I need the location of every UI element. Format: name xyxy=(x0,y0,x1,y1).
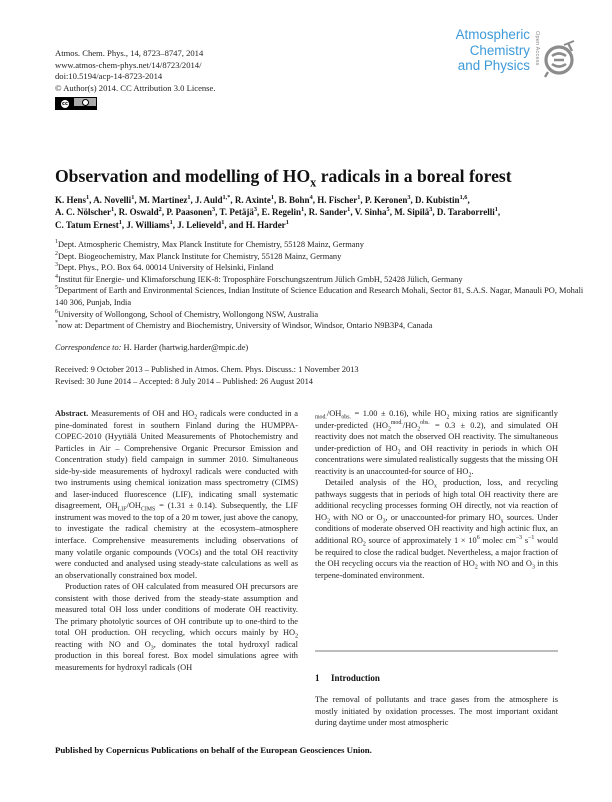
abstract-text-run: , or unaccounted-for primary HO xyxy=(385,512,501,522)
abstract-text-run: sources. Under conditions of moderate observed OH reactivity and high actinic flux, an additional RO xyxy=(315,512,559,546)
author-affiliation-mark: 1 xyxy=(86,194,90,201)
affiliation-mark: 1 xyxy=(55,239,58,246)
author-name: J. Lelieveld xyxy=(177,219,222,230)
subscript: obs. xyxy=(341,414,351,421)
author xyxy=(235,195,274,205)
affiliation-mark: 2 xyxy=(55,250,58,257)
publication-dates xyxy=(55,364,359,387)
author-affiliation-mark: 2 xyxy=(158,206,162,214)
author-affiliation-mark: 3 xyxy=(429,206,433,214)
affiliation-text: now at: Department of Chemistry and Biochemistry, University of Windsor, Windsor, Ontario N9B3P4, Canada xyxy=(57,321,433,331)
affiliation-mark: 5 xyxy=(55,285,58,292)
author-name: B. Bohn xyxy=(278,195,310,205)
cc-strip xyxy=(74,106,96,109)
author-affiliation-mark: 1 xyxy=(357,194,361,201)
title-text: Observation and modelling of HO xyxy=(55,166,311,186)
abstract-text-run: mixing ratios are significantly under-predicted (HO xyxy=(315,409,558,430)
author-name: P. Paasonen xyxy=(166,207,213,218)
superscript: mod. xyxy=(390,419,403,426)
subscript: 2 xyxy=(194,414,198,421)
author-name: M. Sipilä xyxy=(394,207,430,218)
author-affiliation-mark: 1,6 xyxy=(459,194,468,201)
subscript: 2 xyxy=(295,634,298,641)
abstract-paragraph-1 xyxy=(55,408,298,581)
abstract-text-run: production, loss, and recycling pathways suggests that in periods of high total OH reactivity there are additional recycling processes forming OH directly, not via reaction of HO xyxy=(315,478,558,522)
author-name: D. Kubistin xyxy=(415,195,460,205)
author xyxy=(246,220,289,230)
article-url[interactable]: www.atmos-chem-phys.net/14/8723/2014/ xyxy=(55,59,202,70)
affiliation-mark: 6 xyxy=(55,308,58,315)
affiliation xyxy=(55,320,585,332)
abstract-column-left xyxy=(55,408,298,674)
author-name: J. Auld xyxy=(194,195,223,205)
abstract-text-run: would be required to close the radical budget. Nevertheless, a major fraction of the OH recycling occurs via the reaction of HO xyxy=(315,536,558,569)
subscript: 2 xyxy=(387,426,391,433)
affiliation xyxy=(55,239,585,251)
abstract-text-run: /HO xyxy=(402,420,418,430)
author-affiliation-mark: 1 xyxy=(494,206,498,214)
journal-logo xyxy=(428,27,578,91)
abstract-text-run: Detailed analysis of the HO xyxy=(325,478,434,488)
title-subscript: x xyxy=(310,175,317,190)
abstract-text-run: = (1.31 ± 0.14). Subsequently, the LIF instrument was moved to the top of a 20 m tower, just above the canopy, to investigate the radical chemistry at the ecosystem–atmosphere interface. Comprehensive measurements including observations of many volatile organic compounds (VOCs) and the total OH reactivity were conducted and analysed using steady-state calculations as well as an observationally constrained box model. xyxy=(55,501,299,580)
journal-name xyxy=(456,27,530,74)
author-name: A. Novelli xyxy=(93,195,132,205)
author xyxy=(309,207,351,217)
author xyxy=(415,195,467,205)
author-name: R. Oswald xyxy=(118,207,159,218)
author xyxy=(279,195,313,205)
author xyxy=(119,207,162,217)
correspondence xyxy=(55,343,248,352)
abstract-text-run: radicals were conducted in a pine-dominated forest in southern Finland during the HUMPPA-COPEC-2010 (Hyytiälä United Measurements of Photochemistry and Particles in Air – Comprehensive Organic Precursor Emission and Concentration study) field campaign in summer 2010. Simultaneous side-by-side measurements of hydroxyl radicals were conducted with two instruments using chemical ionization mass spectrometry (CIMS) and laser-induced fluorescence (LIF), indicating small systematic disagreement, OH xyxy=(55,409,299,511)
author xyxy=(355,207,390,217)
author xyxy=(55,195,89,205)
author-name: D. Taraborrelli xyxy=(436,207,495,218)
introduction-paragraph: The removal of pollutants and trace gases from the atmosphere is mostly initiated by oxidation processes. The most important oxidant during daytime under most atmospheric xyxy=(315,695,558,728)
affiliation-text: Institut für Energie- und Klimaforschung IEK-8: Troposphäre Forschungszentrum Jülich GmbH, 52428 Jülich, Germany xyxy=(57,274,463,284)
author-affiliation-mark: 1 xyxy=(187,194,191,201)
author-affiliation-mark: 1 xyxy=(169,218,173,226)
author-affiliation-mark: 1 xyxy=(301,206,305,214)
subscript: 3 xyxy=(382,518,386,525)
affiliation-text: University of Wollongong, School of Chemistry, Wollongong NSW, Australia xyxy=(57,309,319,319)
journal-name-line-3: and Physics xyxy=(457,58,530,74)
section-heading-introduction xyxy=(315,673,380,683)
abstract-text-run: with NO and O xyxy=(477,559,532,569)
author xyxy=(177,220,224,230)
cc-by-section xyxy=(74,98,96,109)
author-name: P. Keronen xyxy=(364,195,408,205)
abstract-text-run: . xyxy=(471,466,474,476)
subscript: 2 xyxy=(468,472,472,479)
abstract-text-run: in this terpene-dominated environment. xyxy=(315,559,558,580)
subscript: LIF xyxy=(117,507,127,514)
author-affiliation-mark: 5 xyxy=(386,206,390,214)
affiliation xyxy=(55,274,585,286)
dates-line-2: Revised: 30 June 2014 – Accepted: 8 July 2014 – Published: 26 August 2014 xyxy=(55,376,313,386)
subscript: 2 xyxy=(327,518,331,525)
author xyxy=(55,207,114,217)
author-name: C. Tatum Ernest xyxy=(55,219,119,230)
abstract-label: Abstract. xyxy=(55,409,89,418)
abstract-paragraph-3 xyxy=(315,477,558,581)
author xyxy=(139,195,191,205)
subscript: 2 xyxy=(446,414,450,421)
superscript: −3 xyxy=(515,535,523,542)
title-text-end: radicals in a boreal forest xyxy=(316,166,512,186)
author xyxy=(394,207,432,217)
author-list: K. Hens$^1$, A. Novelli$^1$, M. Martinez$^1$, J. Auld$^{1,*}$, R. Axinte$^1$, B. Bohn$^4$, H. Fischer$^1$, P. Keronen$^3$, D. Kubistin$^{1,6}$, A. C. Nölscher$^1$, R. Oswald$^2$, P. Paasonen$^3$, T. Petäjä$^3$, E. Regelin$^1$, R. Sander$^1$, V. Sinha$^5$, M. Sipilä$^3$, D. Taraborrelli$^1$, C. Tatum Ernest$^1$, J. Williams$^1$, J. Lelieveld$^1$, and H. Harder$^1$ xyxy=(55,194,501,230)
abstract-text-run: with NO or O xyxy=(330,512,383,522)
abstract-text-run: source of approximately 1 × 10 xyxy=(365,536,477,546)
author xyxy=(262,207,305,217)
affiliation xyxy=(55,309,585,321)
author xyxy=(55,220,122,230)
affiliation xyxy=(55,262,585,274)
cc-by-person-icon xyxy=(82,99,89,106)
copyright-notice: © Author(s) 2014. CC Attribution 3.0 License. xyxy=(55,82,216,93)
superscript: obs. xyxy=(420,419,430,426)
abstract-text-run: , dominates the total hydroxyl radical production in this boreal forest. Box model simulations agree with measurements for hydroxyl radicals (OH xyxy=(55,639,298,673)
subscript: x xyxy=(433,483,437,490)
section-number: 1 xyxy=(315,673,320,683)
abstract-paragraph-2-cont xyxy=(315,408,558,477)
author-affiliation-mark: 1 xyxy=(131,194,135,201)
affiliation xyxy=(55,285,585,308)
affiliation-text: Dept. Atmospheric Chemistry, Max Planck Institute for Chemistry, 55128 Mainz, Germany xyxy=(57,240,364,249)
publisher-footer: Published by Copernicus Publications on behalf of the European Geosciences Union. xyxy=(55,745,372,755)
section-title: Introduction xyxy=(331,673,380,683)
author xyxy=(126,220,172,230)
abstract-text-run: molec cm xyxy=(479,536,516,546)
affiliation-mark: 4 xyxy=(55,273,58,280)
egu-globe-icon xyxy=(542,35,580,79)
affiliation-list xyxy=(55,239,585,332)
abstract-text-run: reacting with NO and O xyxy=(55,639,151,649)
author-affiliation-mark: 4 xyxy=(309,194,313,201)
author-name: V. Sinha xyxy=(354,207,387,218)
author-name: H. Harder xyxy=(245,219,286,230)
author xyxy=(365,195,411,205)
author xyxy=(317,195,360,205)
subscript: 2 xyxy=(362,541,366,548)
subscript: 2 xyxy=(474,564,478,571)
author xyxy=(437,207,498,217)
subscript: 3 xyxy=(150,645,154,652)
author-affiliation-mark: 1 xyxy=(270,194,275,201)
subscript: 2 xyxy=(397,449,401,456)
abstract-separator xyxy=(315,650,558,652)
cc-license-badge[interactable] xyxy=(55,97,97,110)
affiliation-text: Department of Earth and Environmental Sciences, Indian Institute of Science Education and Research Mohali, Sector 81, S.A.S. Nagar, Manauli PO, Mohali 140 306, Punjab, India xyxy=(55,286,584,307)
paper-title xyxy=(55,166,512,190)
abstract-column-right xyxy=(315,408,558,581)
author-name: R. Sander xyxy=(308,207,348,218)
author-name: E. Regelin xyxy=(261,207,301,218)
author-name: R. Axinte xyxy=(234,195,271,205)
abstract-text-run: = 0.3 ± 0.2), and simulated OH reactivity does not match the observed OH reactivity. The simultaneous under-prediction of HO xyxy=(315,420,558,453)
author-affiliation-mark: 3 xyxy=(407,194,411,201)
author xyxy=(166,207,215,217)
affiliation-mark: 3 xyxy=(55,262,58,269)
subscript: 2 xyxy=(417,426,421,433)
citation: Atmos. Chem. Phys., 14, 8723–8747, 2014 xyxy=(55,48,204,58)
doi[interactable]: doi:10.5194/acp-14-8723-2014 xyxy=(55,71,163,81)
abstract-paragraph-2 xyxy=(55,581,298,673)
author-affiliation-mark: 1 xyxy=(221,218,225,226)
introduction-text xyxy=(315,694,558,729)
cc-circle-icon: cc xyxy=(62,100,68,107)
affiliation-mark: * xyxy=(55,320,58,327)
journal-name-line-2: Chemistry xyxy=(469,42,530,58)
abstract-text-run: Production rates of OH calculated from measured OH precursors are consistent with those derived from the steady-state assumption and measured total OH loss under conditions of moderate OH reactivity. The primary photolytic sources of OH contribute up to one-third to the total OH production. OH recycling, which occurs mainly by HO xyxy=(55,582,298,638)
author xyxy=(195,195,230,205)
subscript: 3 xyxy=(531,564,535,571)
abstract-text-run: s xyxy=(522,536,529,546)
author-affiliation-mark: 3 xyxy=(253,206,257,214)
author-affiliation-mark: 3 xyxy=(212,206,216,214)
correspondence-label: Correspondence to: xyxy=(55,343,122,352)
abstract-text-run: /OH xyxy=(326,409,342,418)
author-affiliation-mark: 1 xyxy=(347,206,351,214)
author-affiliation-mark: 1 xyxy=(118,218,122,226)
subscript: CIMS xyxy=(140,507,156,514)
subscript: x xyxy=(500,518,504,525)
author-name: K. Hens xyxy=(55,195,87,205)
author-name: J. Williams xyxy=(126,219,170,230)
affiliation-text: Dept. Phys., P.O. Box 64. 00014 University of Helsinki, Finland xyxy=(57,263,274,273)
abstract-text-run: = 1.00 ± 0.16), while HO xyxy=(350,409,447,418)
author-name: M. Martinez xyxy=(138,195,188,205)
journal-name-line-1: Atmospheric xyxy=(455,27,530,42)
affiliation xyxy=(55,251,585,263)
abstract-text-run: and OH reactivity in periods in which OH concentrations were simulated realistically suggests that the missing OH reactivity is an unaccounted-for source of HO xyxy=(315,443,558,476)
article-metadata xyxy=(55,48,216,94)
author-name: H. Fischer xyxy=(317,195,358,205)
author xyxy=(220,207,257,217)
dates-line-1: Received: 9 October 2013 – Published in Atmos. Chem. Phys. Discuss.: 1 November 2013 xyxy=(55,365,359,374)
author xyxy=(93,195,134,205)
subscript: mod. xyxy=(315,414,327,421)
author-name: A. C. Nölscher xyxy=(55,207,111,218)
author-affiliation-mark: 1,* xyxy=(222,194,231,201)
cc-logo-icon xyxy=(56,98,74,109)
open-access-label: Open Access xyxy=(534,31,540,66)
authors-and: and xyxy=(228,219,244,230)
abstract-text-run: Measurements of OH and HO xyxy=(91,409,195,418)
superscript: −1 xyxy=(528,535,535,542)
superscript: 6 xyxy=(476,535,480,542)
correspondence-contact[interactable]: H. Harder (hartwig.harder@mpic.de) xyxy=(123,343,249,352)
author-affiliation-mark: 1 xyxy=(111,206,115,214)
author-name: T. Petäjä xyxy=(219,207,254,218)
abstract-text-run: /OH xyxy=(126,501,141,511)
author-affiliation-mark: 1 xyxy=(285,218,289,226)
affiliation-text: Dept. Biogeochemistry, Max Planck Institute for Chemistry, 55128 Mainz, Germany xyxy=(57,251,342,261)
